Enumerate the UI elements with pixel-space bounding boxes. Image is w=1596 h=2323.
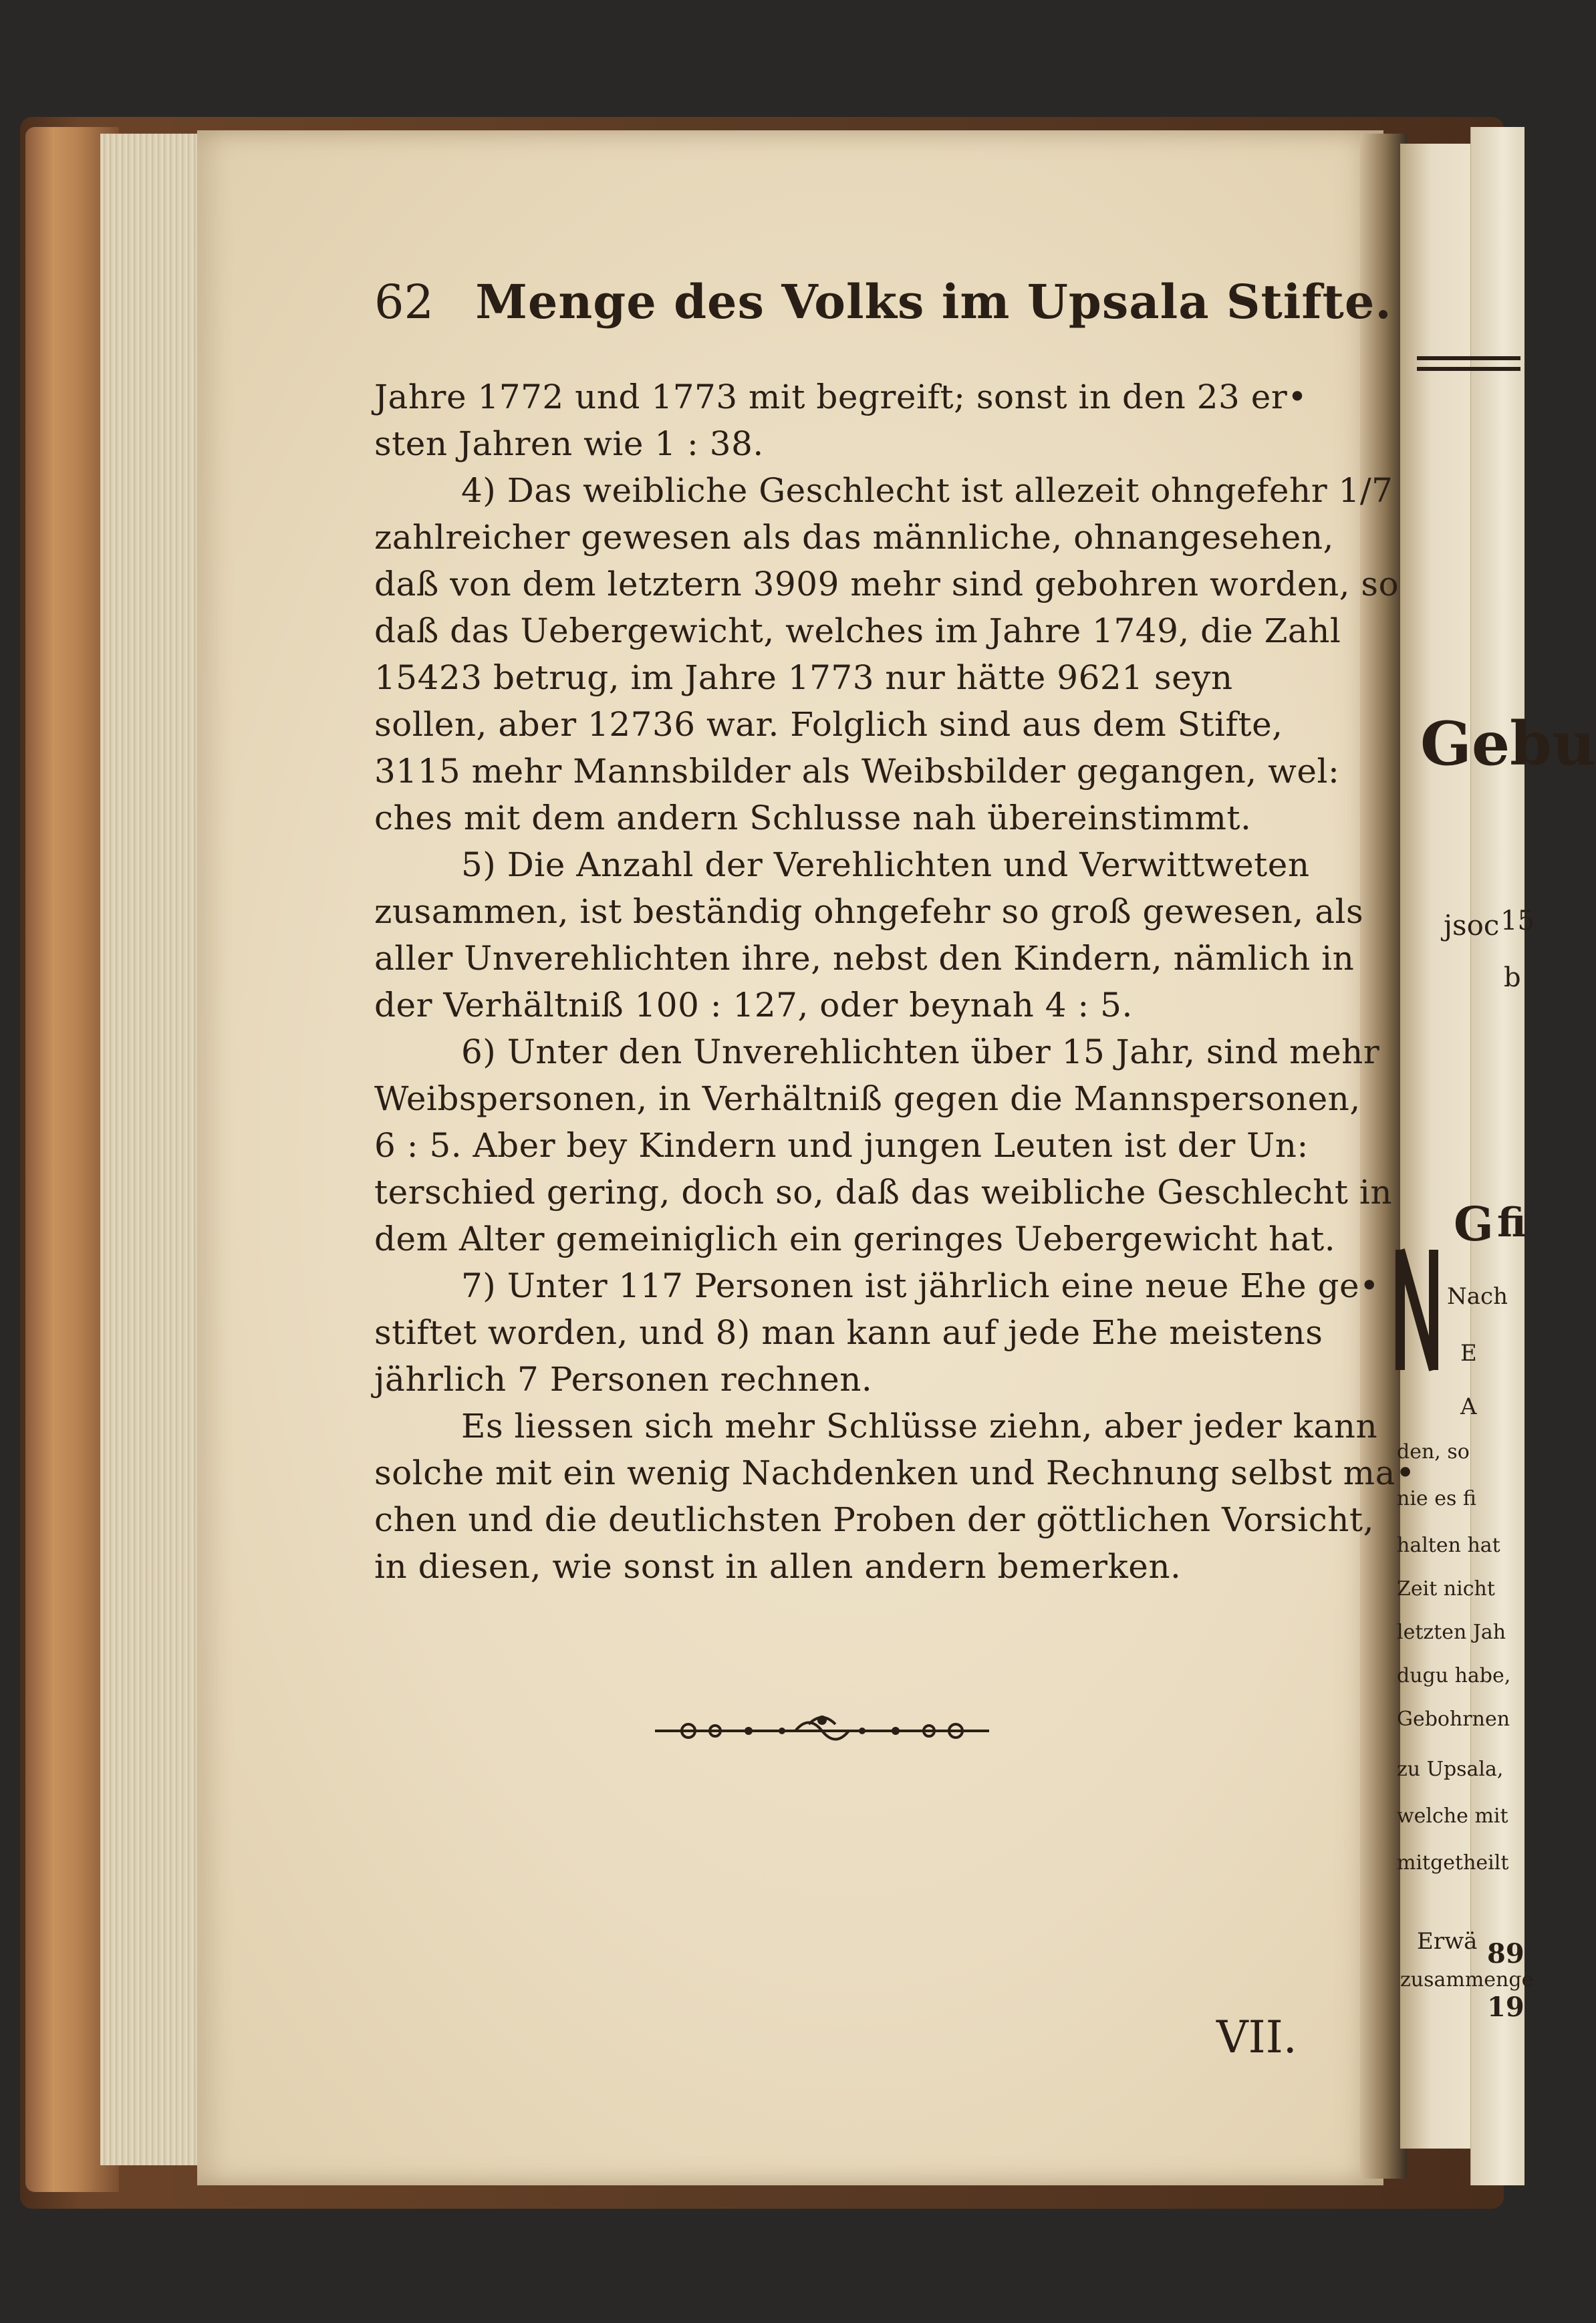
text-line: 7) Unter 117 Personen ist jährlich eine neue Ehe ge• [461,1266,1380,1305]
text-line: sten Jahren wie 1 : 38. [374,424,764,463]
right-page-fragment: Gebu [1420,708,1596,779]
right-page-fragment: A [1460,1393,1477,1420]
right-page-fragment: den, so [1397,1440,1470,1464]
text-line: in diesen, wie sonst in allen andern bemerken. [374,1547,1182,1586]
text-line: 5) Die Anzahl der Verehlichten und Verwittweten [461,845,1310,884]
right-page-fragment: nie es fi [1397,1487,1476,1510]
text-line: daß von dem letztern 3909 mehr sind gebohren worden, so [374,565,1400,603]
text-line: sollen, aber 12736 war. Folglich sind aus dem Stifte, [374,705,1283,744]
right-page-fragment: Nach [1447,1283,1508,1310]
text-line: zusammen, ist beständig ohngefehr so groß gewesen, als [374,892,1364,931]
text-line: solche mit ein wenig Nachdenken und Rechnung selbst ma• [374,1454,1416,1492]
catchword: VII. [1216,2012,1297,2063]
right-page-fragment: fi [1497,1200,1526,1246]
right-page-fragment: mitgetheilt [1397,1851,1509,1875]
right-page-fragment: dugu habe, [1397,1664,1511,1687]
right-page-fragment: zu Upsala, [1397,1758,1504,1781]
right-page-fragment: G [1454,1196,1494,1252]
right-page-edge [1470,127,1524,2185]
text-line: 4) Das weibliche Geschlecht ist allezeit ohngefehr 1/7 [461,471,1393,510]
text-line: 6) Unter den Unverehlichten über 15 Jahr, sind mehr [461,1033,1380,1071]
text-line: 3115 mehr Mannsbilder als Weibsbilder gegangen, wel: [374,752,1340,791]
text-line: jährlich 7 Personen rechnen. [374,1360,873,1399]
text-line: 15423 betrug, im Jahre 1773 nur hätte 9621 seyn [374,658,1233,697]
double-rule-ornament-icon [1417,351,1520,378]
text-line: der Verhältniß 100 : 127, oder beynah 4 : 5. [374,986,1133,1024]
right-page-fragment: jsoc [1444,909,1500,942]
right-page-fragment: zusammenge [1400,1968,1534,1992]
text-line: dem Alter gemeiniglich ein geringes Uebergewicht hat. [374,1220,1336,1258]
fleuron-ornament-icon [648,1711,996,1751]
text-line: daß das Uebergewicht, welches im Jahre 1749, die Zahl [374,611,1341,650]
text-line: ches mit dem andern Schlusse nah übereinstimmt. [374,799,1252,837]
right-page-fragment: 15 [1500,906,1535,936]
page-number: 62 [374,275,434,329]
right-page-fragment: Zeit nicht [1397,1577,1495,1601]
right-page-fragment: Gebohrnen [1397,1707,1510,1731]
page-edges [100,134,202,2165]
right-page-fragment: Erwä [1417,1928,1478,1955]
text-line: zahlreicher gewesen als das männliche, ohnangesehen, [374,518,1334,557]
text-line: Es liessen sich mehr Schlüsse ziehn, aber jeder kann [461,1407,1378,1446]
text-line: aller Unverehlichten ihre, nebst den Kindern, nämlich in [374,939,1355,978]
text-line: Jahre 1772 und 1773 mit begreift; sonst in den 23 er• [374,378,1308,416]
right-page-fragment: halten hat [1397,1534,1500,1557]
right-page-fragment: letzten Jah [1397,1621,1506,1644]
right-page-fragment: E [1460,1340,1477,1367]
right-page-fragment: 89 [1487,1938,1524,1969]
right-page-fragment: welche mit [1397,1804,1508,1828]
text-line: terschied gering, doch so, daß das weibliche Geschlecht in [374,1173,1393,1212]
running-head [374,274,1392,329]
text-line: 6 : 5. Aber bey Kindern und jungen Leuten ist der Un: [374,1126,1309,1165]
right-page-fragment: 19 [1487,1992,1524,2023]
text-line: chen und die deutlichsten Proben der göttlichen Vorsicht, [374,1500,1374,1539]
running-title: Menge des Volks im Upsala Stifte. [475,274,1392,329]
right-page-fragment: b [1504,962,1521,993]
text-line: stiftet worden, und 8) man kann auf jede Ehe meistens [374,1313,1323,1352]
text-line: Weibspersonen, in Verhältniß gegen die Mannspersonen, [374,1079,1361,1118]
drop-capital-icon [1393,1243,1440,1377]
